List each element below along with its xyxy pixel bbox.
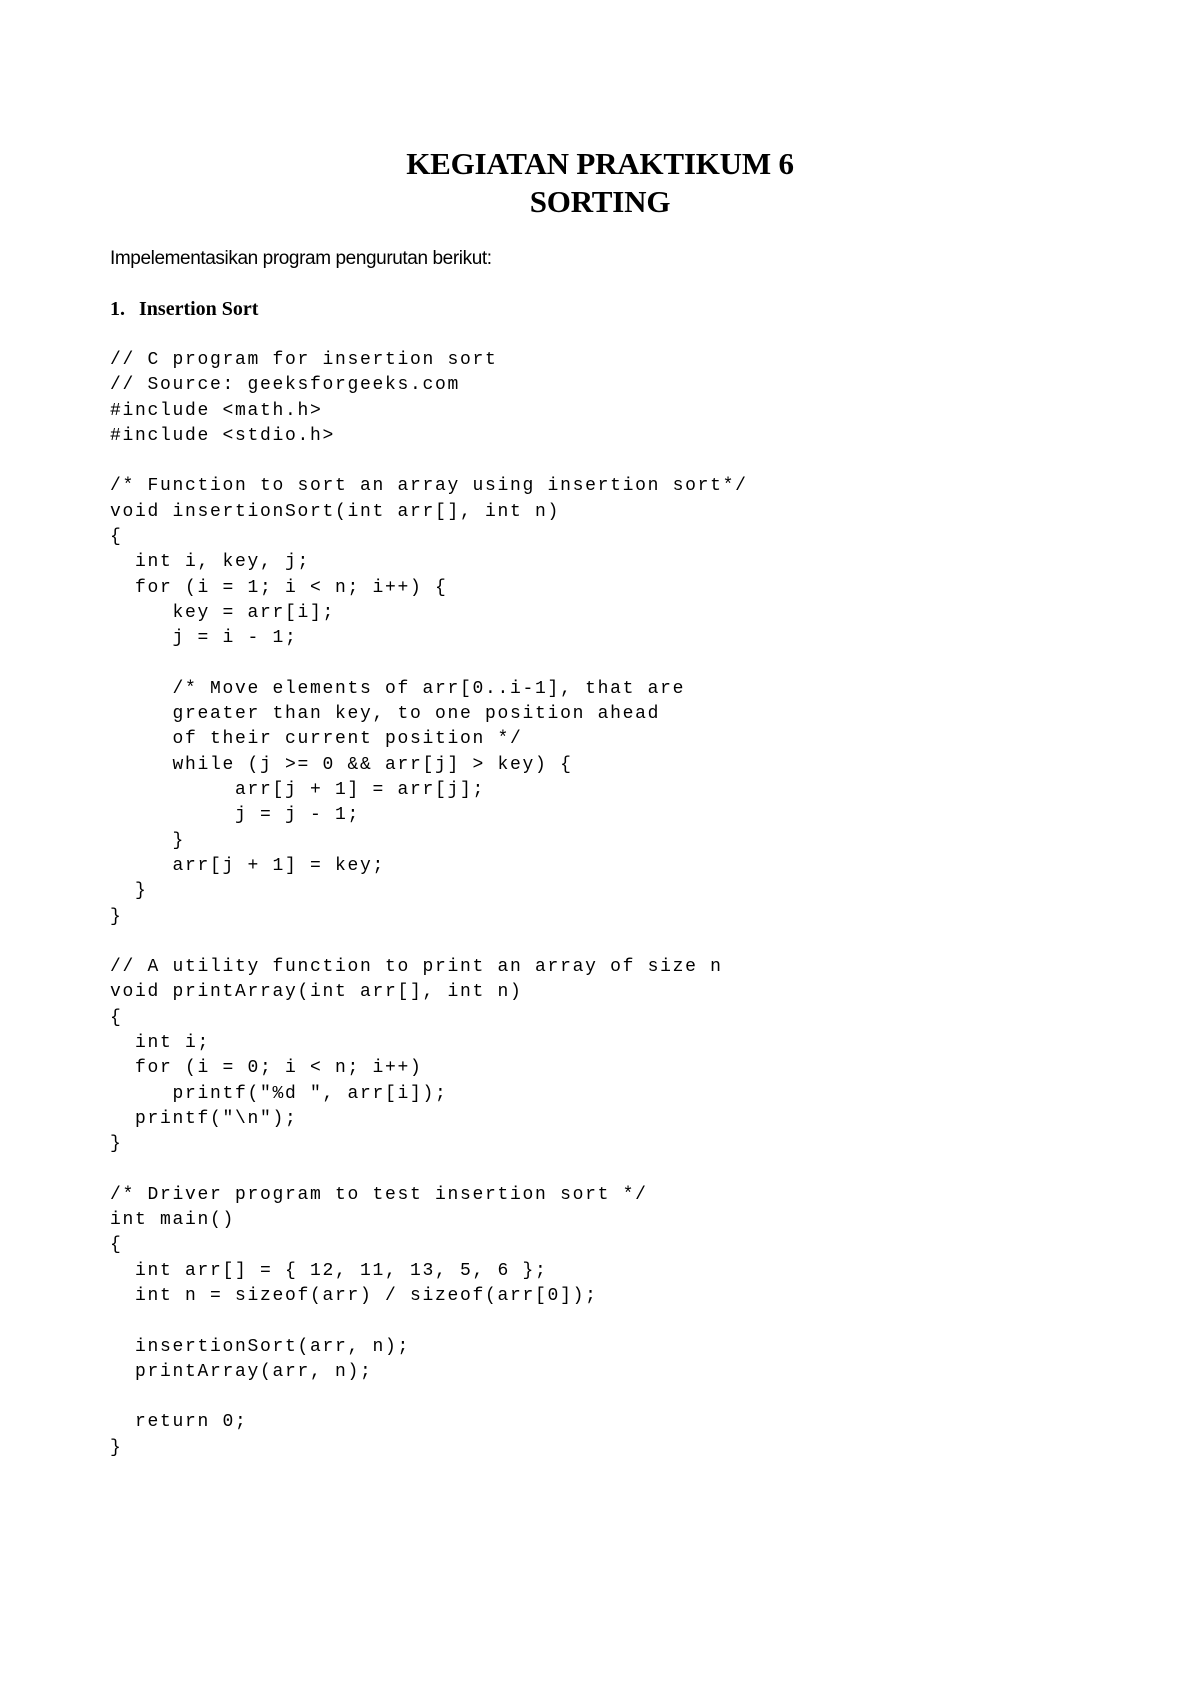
section-number: 1.: [110, 298, 125, 320]
code-line: arr[j + 1] = key;: [110, 855, 386, 876]
code-line: #include <stdio.h>: [110, 425, 336, 446]
section-heading: [110, 296, 258, 322]
code-line: #include <math.h>: [110, 400, 323, 421]
code-line: int arr[] = { 12, 11, 13, 5, 6 };: [110, 1260, 548, 1281]
code-line: // A utility function to print an array of size n: [110, 957, 723, 978]
code-line: int main(): [110, 1210, 236, 1231]
code-line: [110, 1158, 1110, 1183]
code-line: [110, 1309, 1110, 1334]
code-line: of their current position */: [110, 729, 523, 750]
code-line: [110, 449, 1110, 474]
code-line: /* Driver program to test insertion sort */: [110, 1184, 648, 1205]
code-line: int i, key, j;: [110, 552, 311, 573]
code-line: void insertionSort(int arr[], int n): [110, 501, 561, 522]
code-line: [110, 930, 1110, 955]
code-line: {: [110, 1235, 123, 1256]
code-line: // Source: geeksforgeeks.com: [110, 375, 461, 396]
section-title: Insertion Sort: [139, 298, 259, 320]
document-title: KEGIATAN PRAKTIKUM 6: [406, 146, 794, 181]
document-subtitle: SORTING: [529, 184, 671, 219]
code-line: while (j >= 0 && arr[j] > key) {: [110, 754, 573, 775]
code-line: return 0;: [110, 1412, 248, 1433]
code-line: j = j - 1;: [110, 805, 361, 826]
code-line: }: [110, 1134, 123, 1155]
code-line: void printArray(int arr[], int n): [110, 982, 523, 1003]
code-line: printArray(arr, n);: [110, 1361, 373, 1382]
code-line: j = i - 1;: [110, 628, 298, 649]
code-line: [110, 1385, 1110, 1410]
code-line: }: [110, 881, 148, 902]
code-line: /* Move elements of arr[0..i-1], that are: [110, 678, 686, 699]
code-line: arr[j + 1] = arr[j];: [110, 780, 486, 801]
code-line: // C program for insertion sort: [110, 350, 498, 370]
code-line: greater than key, to one position ahead: [110, 704, 661, 725]
code-line: insertionSort(arr, n);: [110, 1336, 411, 1357]
code-line: }: [110, 906, 123, 927]
code-line: int n = sizeof(arr) / sizeof(arr[0]);: [110, 1285, 598, 1306]
code-block: [110, 348, 1110, 1461]
code-line: for (i = 0; i < n; i++): [110, 1058, 423, 1079]
code-line: /* Function to sort an array using insertion sort*/: [110, 476, 748, 497]
code-line: printf("%d ", arr[i]);: [110, 1083, 448, 1104]
code-line: for (i = 1; i < n; i++) {: [110, 577, 448, 598]
code-line: key = arr[i];: [110, 602, 336, 623]
code-line: [110, 652, 1110, 677]
code-line: }: [110, 1437, 123, 1458]
code-line: int i;: [110, 1033, 211, 1054]
code-line: printf("\n");: [110, 1108, 298, 1129]
code-line: {: [110, 527, 123, 548]
intro-text: Impelementasikan program pengurutan berikut:: [110, 248, 492, 269]
code-line: }: [110, 830, 186, 851]
code-line: {: [110, 1007, 123, 1028]
